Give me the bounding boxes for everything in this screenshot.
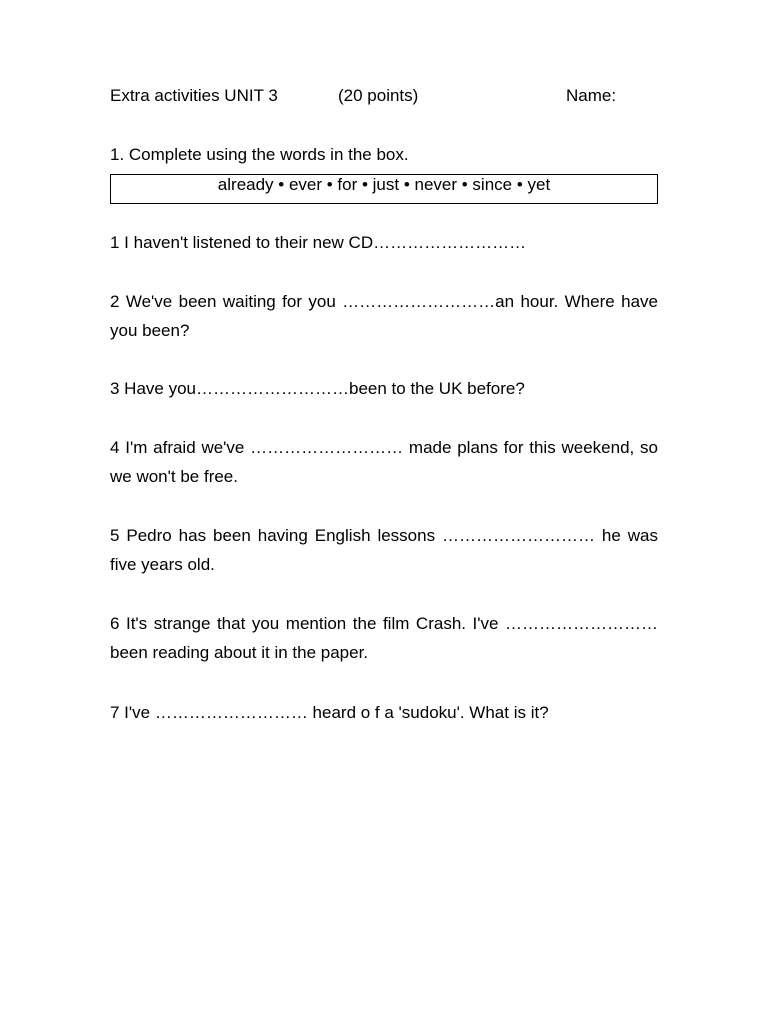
exercise-item-1: 1 I haven't listened to their new CD……………………… xyxy=(110,233,527,252)
exercise-item-5: 5 Pedro has been having English lessons ……………………… he was five years old. xyxy=(110,526,658,574)
exercise-item-7: 7 I've ……………………… heard o f a 'sudoku'. What is it? xyxy=(110,703,549,722)
points-label: (20 points) xyxy=(338,86,419,105)
exercise-item-6: 6 It's strange that you mention the film Crash. I've ……………………… been reading about it in the paper. xyxy=(110,614,658,662)
word-box xyxy=(110,174,658,204)
exercise-item-3: 3 Have you………………………been to the UK before? xyxy=(110,379,525,398)
exercise-item-4: 4 I'm afraid we've ……………………… made plans for this weekend, so we won't be free. xyxy=(110,438,658,486)
worksheet-header xyxy=(110,85,658,107)
worksheet-title: Extra activities UNIT 3 xyxy=(110,86,278,105)
exercise-item-2: 2 We've been waiting for you ………………………an hour. Where have you been? xyxy=(110,292,658,340)
exercise-instruction: 1. Complete using the words in the box. xyxy=(110,145,409,164)
word-box-text: already • ever • for • just • never • since • yet xyxy=(217,175,551,194)
name-label: Name: xyxy=(566,86,617,105)
